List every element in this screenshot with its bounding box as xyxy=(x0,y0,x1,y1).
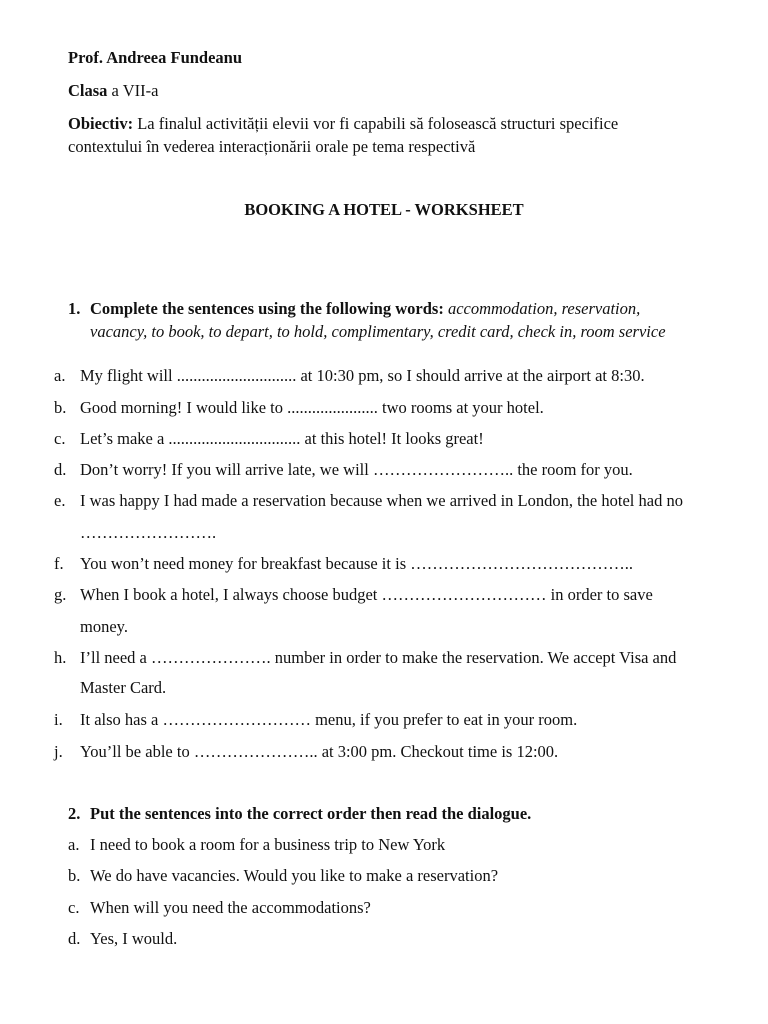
list-item: f. You won’t need money for breakfast because it is ………………………………….. xyxy=(54,554,633,573)
list-item: d. Yes, I would. xyxy=(68,929,178,948)
exercise-1-instruction: 1. Complete the sentences using the following words: accommodation, reservation, xyxy=(68,299,641,318)
objective-line-2: contextului în vederea interacționării orale pe tema respectivă xyxy=(68,137,476,156)
list-item: c. When will you need the accommodations? xyxy=(68,898,371,917)
list-item: a. I need to book a room for a business trip to New York xyxy=(68,835,446,854)
list-item-continuation: money. xyxy=(80,617,128,636)
worksheet-title: BOOKING A HOTEL - WORKSHEET xyxy=(244,200,524,219)
list-item: d. Don’t worry! If you will arrive late, we will …………………….. the room for you. xyxy=(54,460,633,479)
exercise-2-instruction: 2. Put the sentences into the correct order then read the dialogue. xyxy=(68,804,532,823)
list-item: j. You’ll be able to ………………….. at 3:00 pm. Checkout time is 12:00. xyxy=(54,742,559,761)
class-line: Clasa a VII-a xyxy=(68,81,159,100)
list-item: g. When I book a hotel, I always choose budget ………………………… in order to save xyxy=(54,585,653,604)
objective-line-1: Obiectiv: La finalul activității elevii vor fi capabili să folosească structuri specifice xyxy=(68,114,619,133)
teacher-name: Prof. Andreea Fundeanu xyxy=(68,48,243,67)
list-item: b. We do have vacancies. Would you like to make a reservation? xyxy=(68,866,499,885)
list-item: h. I’ll need a …………………. number in order to make the reservation. We accept Visa and xyxy=(54,648,677,667)
list-item: c. Let’s make a ................................ at this hotel! It looks great! xyxy=(54,429,484,448)
list-item: b. Good morning! I would like to ...................... two rooms at your hotel. xyxy=(54,398,544,417)
list-item: e. I was happy I had made a reservation because when we arrived in London, the hotel had no xyxy=(54,491,683,510)
list-item: a. My flight will ............................. at 10:30 pm, so I should arrive at the airport at 8:30. xyxy=(54,366,645,385)
list-item-continuation: ……………………. xyxy=(80,523,217,542)
list-item: i. It also has a ……………………… menu, if you prefer to eat in your room. xyxy=(54,710,578,729)
exercise-1-word-list: vacancy, to book, to depart, to hold, complimentary, credit card, check in, room service xyxy=(90,322,666,341)
list-item-continuation: Master Card. xyxy=(80,678,167,697)
